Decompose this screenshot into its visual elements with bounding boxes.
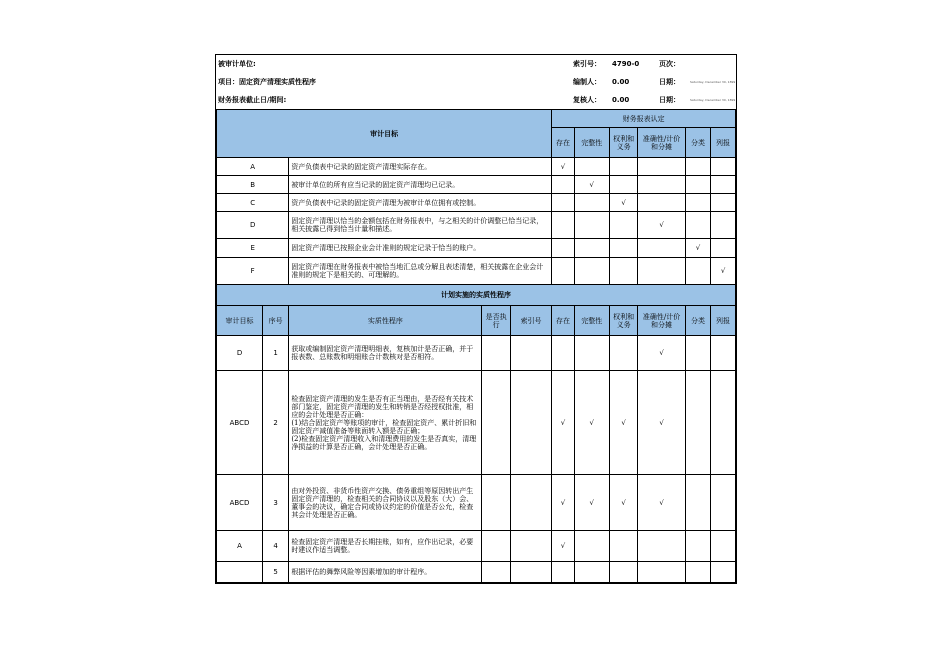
objective-text: 固定资产清理在财务报表中被恰当地汇总或分解且表述清楚，相关披露在企业会计准则的规定下是相关的、可理解的。: [289, 258, 552, 285]
objective-check: √: [711, 258, 736, 285]
procedure-index[interactable]: [510, 562, 552, 583]
procedure-check: [711, 475, 736, 531]
procedure-row: [216, 371, 736, 475]
procedure-text: 检查固定资产清理的发生是否有正当理由，是否经有关技术部门鉴定，固定资产清理的发生和转销是否经授权批准，相应的会计处理是否正确： (1)结合固定资产等账项的审计，检查固定资产、累计折旧和固定资产减值准备等账面转入额是否正确； (2)检查固定资产清理收入和清理费用的发生是否真实，清理净损益的计算是否正确，会计处理是否正确。: [289, 371, 482, 475]
procedure-objective: ABCD: [216, 371, 263, 475]
procedure-check: [711, 562, 736, 583]
page-label: 页次：: [659, 60, 680, 68]
proc-assertion-presentation: 列报: [711, 306, 736, 336]
objective-row: [216, 258, 736, 285]
objective-row: [216, 212, 736, 239]
date1-value: Saturday, December 30, 1899: [690, 80, 736, 84]
procedure-check: [685, 336, 710, 371]
procedure-check: [711, 531, 736, 562]
objective-row: [216, 176, 736, 194]
procedure-text: 检查固定资产清理是否长期挂账，如有，应作出记录，必要时建议作适当调整。: [289, 531, 482, 562]
objective-check: [552, 176, 574, 194]
procedure-check: [574, 562, 609, 583]
objective-check: [638, 158, 686, 176]
objective-row: [216, 194, 736, 212]
procedure-text: 由对外投资、非货币性资产交换、债务重组等原因转出产生固定资产清理的，检查相关的合同协议以及股东（大）会、董事会的决议，确定合同或协议约定的价值是否公允，检查其会计处理是否正确。: [289, 475, 482, 531]
objective-row: [216, 239, 736, 258]
objective-check: [609, 258, 637, 285]
procedure-row: [216, 531, 736, 562]
procedure-seq: 2: [263, 371, 289, 475]
procedure-check: [685, 371, 710, 475]
procedure-check: [574, 531, 609, 562]
procedure-check: √: [638, 475, 686, 531]
procedure-objective: A: [216, 531, 263, 562]
procedure-executed[interactable]: [482, 531, 510, 562]
procedure-text: 根据评估的舞弊风险等因素增加的审计程序。: [289, 562, 482, 583]
procedure-seq: 3: [263, 475, 289, 531]
objective-check: [574, 194, 609, 212]
procedure-check: [552, 562, 574, 583]
objective-check: [711, 239, 736, 258]
preparer-value: 0.00: [612, 78, 630, 86]
col-procedure: 实质性程序: [289, 306, 482, 336]
date2-value: Saturday, December 30, 1899: [690, 98, 736, 102]
objective-check: [638, 258, 686, 285]
objective-text: 资产负债表中记录的固定资产清理为被审计单位拥有或控制。: [289, 194, 552, 212]
header-row-3: [216, 91, 736, 109]
procedure-objective: ABCD: [216, 475, 263, 531]
procedures-title: 计划实施的实质性程序: [216, 285, 736, 306]
procedure-check: [638, 531, 686, 562]
objective-check: [685, 212, 710, 239]
procedure-index[interactable]: [510, 475, 552, 531]
objectives-header-row: [216, 110, 736, 128]
period-label: 财务报表截止日/期间:: [218, 96, 287, 104]
objective-check: [638, 239, 686, 258]
proc-assertion-completeness: 完整性: [574, 306, 609, 336]
assertion-presentation: 列报: [711, 128, 736, 158]
reviewer-label: 复核人：: [573, 96, 601, 104]
objective-text: 被审计单位的所有应当记录的固定资产清理均已记录。: [289, 176, 552, 194]
objective-code: A: [216, 158, 289, 176]
procedure-check: √: [609, 371, 637, 475]
index-value: 4790-0: [612, 60, 640, 68]
procedure-check: [609, 336, 637, 371]
procedure-check: [574, 336, 609, 371]
date2-label: 日期：: [659, 96, 680, 104]
procedure-seq: 4: [263, 531, 289, 562]
procedure-executed[interactable]: [482, 336, 510, 371]
objective-check: [685, 176, 710, 194]
objective-check: √: [609, 194, 637, 212]
index-label: 索引号：: [573, 60, 601, 68]
objective-check: [552, 212, 574, 239]
procedure-check: [685, 475, 710, 531]
objective-check: [552, 258, 574, 285]
assertion-rights: 权利和义务: [609, 128, 637, 158]
objectives-body: [216, 158, 736, 285]
assertion-existence: 存在: [552, 128, 574, 158]
procedure-seq: 1: [263, 336, 289, 371]
objective-text: 资产负债表中记录的固定资产清理实际存在。: [289, 158, 552, 176]
procedure-executed[interactable]: [482, 562, 510, 583]
proc-assertion-classification: 分类: [685, 306, 710, 336]
objective-code: E: [216, 239, 289, 258]
objective-check: [574, 158, 609, 176]
procedure-check: √: [552, 531, 574, 562]
objective-check: [685, 158, 710, 176]
objective-check: √: [574, 176, 609, 194]
objective-row: [216, 158, 736, 176]
objective-check: [609, 239, 637, 258]
assertion-valuation: 准确性/计价和分摊: [638, 128, 686, 158]
procedure-row: [216, 562, 736, 583]
procedure-check: [609, 562, 637, 583]
assertion-group-label: 财务报表认定: [552, 110, 736, 128]
objective-check: [609, 176, 637, 194]
objective-text: 固定资产清理已按照企业会计准则的规定记录于恰当的账户。: [289, 239, 552, 258]
objective-check: [552, 194, 574, 212]
procedures-header-row: [216, 306, 736, 336]
procedures-title-row: [216, 285, 736, 306]
procedure-objective: D: [216, 336, 263, 371]
preparer-label: 编制人：: [573, 78, 601, 86]
procedure-index[interactable]: [510, 371, 552, 475]
objective-check: [574, 258, 609, 285]
objective-check: [574, 212, 609, 239]
objectives-title: 审计目标: [216, 110, 552, 158]
procedure-check: √: [638, 336, 686, 371]
col-executed: 是否执行: [482, 306, 510, 336]
objective-check: [685, 194, 710, 212]
procedure-check: √: [638, 371, 686, 475]
procedure-check: [638, 562, 686, 583]
objective-check: [711, 176, 736, 194]
assertion-classification: 分类: [685, 128, 710, 158]
procedure-check: [609, 531, 637, 562]
col-seq: 序号: [263, 306, 289, 336]
objective-check: √: [552, 158, 574, 176]
proc-assertion-existence: 存在: [552, 306, 574, 336]
procedure-check: √: [574, 475, 609, 531]
procedures-body: [216, 336, 736, 583]
procedure-objective: [216, 562, 263, 583]
procedure-check: [685, 531, 710, 562]
objective-check: √: [685, 239, 710, 258]
procedure-seq: 5: [263, 562, 289, 583]
objective-check: [552, 239, 574, 258]
procedure-check: √: [552, 475, 574, 531]
procedure-check: √: [574, 371, 609, 475]
procedure-executed[interactable]: [482, 475, 510, 531]
proc-assertion-rights: 权利和义务: [609, 306, 637, 336]
objective-check: [609, 158, 637, 176]
procedure-check: [711, 336, 736, 371]
objective-code: C: [216, 194, 289, 212]
header-row-1: [216, 55, 736, 73]
col-objective: 审计目标: [216, 306, 263, 336]
procedure-check: √: [552, 371, 574, 475]
procedure-index[interactable]: [510, 531, 552, 562]
header-row-2: [216, 73, 736, 91]
objective-text: 固定资产清理以恰当的金额包括在财务报表中，与之相关的计价调整已恰当记录，相关披露已得到恰当计量和描述。: [289, 212, 552, 239]
objective-code: D: [216, 212, 289, 239]
objective-check: [711, 158, 736, 176]
proc-assertion-valuation: 准确性/计价和分摊: [638, 306, 686, 336]
objective-check: [711, 194, 736, 212]
worksheet-header: [215, 54, 737, 109]
objective-check: [609, 212, 637, 239]
col-index: 索引号: [510, 306, 552, 336]
audit-worksheet: [215, 54, 737, 584]
objective-check: [711, 212, 736, 239]
objective-code: B: [216, 176, 289, 194]
objective-check: [574, 239, 609, 258]
objective-check: [638, 176, 686, 194]
procedure-check: √: [609, 475, 637, 531]
reviewer-value: 0.00: [612, 96, 630, 104]
procedure-index[interactable]: [510, 336, 552, 371]
procedure-check: [552, 336, 574, 371]
assertion-completeness: 完整性: [574, 128, 609, 158]
project-label: 项目：固定资产清理实质性程序: [218, 78, 316, 86]
procedure-executed[interactable]: [482, 371, 510, 475]
objective-check: √: [638, 212, 686, 239]
procedure-text: 获取或编制固定资产清理明细表，复核加计是否正确，并于报表数、总账数和明细账合计数核对是否相符。: [289, 336, 482, 371]
objective-check: [638, 194, 686, 212]
objective-check: [685, 258, 710, 285]
date1-label: 日期：: [659, 78, 680, 86]
procedure-row: [216, 336, 736, 371]
procedure-check: [711, 371, 736, 475]
objective-code: F: [216, 258, 289, 285]
audit-table: [215, 109, 737, 584]
procedure-check: [685, 562, 710, 583]
procedure-row: [216, 475, 736, 531]
auditee-label: 被审计单位:: [218, 60, 256, 68]
